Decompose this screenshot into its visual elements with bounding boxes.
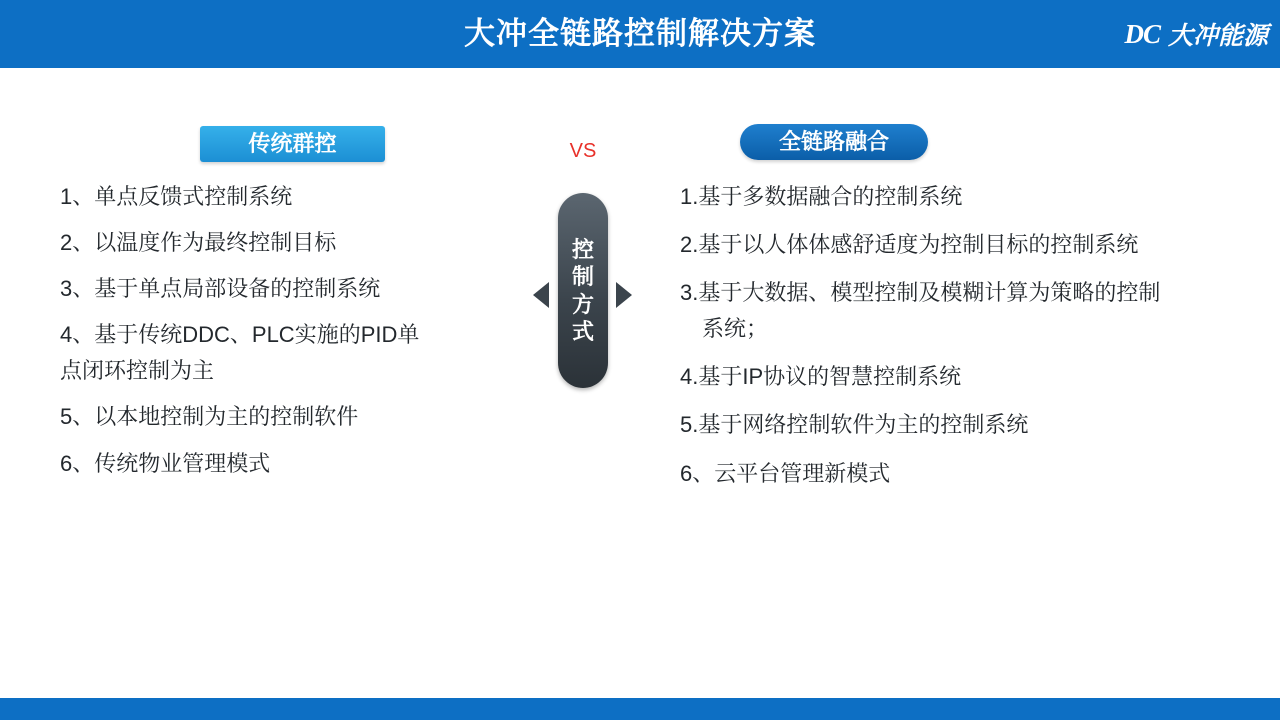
list-item: 4、基于传统DDC、PLC实施的PID单: [60, 322, 420, 348]
list-item: 1.基于多数据融合的控制系统: [680, 184, 963, 209]
left-column-heading: 传统群控: [200, 126, 385, 162]
capsule-char-1: 控: [571, 236, 594, 262]
company-logo: [1124, 14, 1268, 54]
vs-label: VS: [569, 140, 597, 162]
logo-mark: DC: [1124, 18, 1160, 49]
center-capsule: [558, 193, 608, 388]
left-column-list: [60, 180, 540, 493]
list-item-continuation: 点闭环控制为主: [60, 358, 215, 384]
arrow-right-icon: [616, 282, 632, 308]
list-item: 4.基于IP协议的智慧控制系统: [680, 364, 962, 390]
capsule-char-2: 制: [571, 264, 594, 289]
slide-header: [0, 0, 1280, 68]
list-item: 2、以温度作为最终控制目标: [60, 230, 337, 256]
right-column-list: [680, 180, 1280, 505]
logo-text: 大冲能源: [1167, 22, 1268, 50]
list-item: 6、传统物业管理模式: [60, 450, 271, 476]
capsule-char-3: 方: [571, 291, 594, 317]
list-item: 2.基于以人体体感舒适度为控制目标的控制系统: [680, 232, 1139, 258]
page-title: 大冲全链路控制解决方案: [464, 16, 816, 51]
slide-footer: [0, 698, 1280, 720]
list-item: 5.基于网络控制软件为主的控制系统: [680, 412, 1029, 438]
list-item: 3.基于大数据、模型控制及模糊计算为策略的控制: [680, 280, 1161, 306]
list-item: 6、云平台管理新模式: [680, 460, 891, 486]
list-item: 1、单点反馈式控制系统: [60, 184, 293, 209]
right-column-heading: 全链路融合: [740, 124, 928, 160]
list-item-continuation: 系统；: [702, 316, 769, 342]
list-item: 3、基于单点局部设备的控制系统: [60, 276, 381, 302]
capsule-char-4: 式: [571, 319, 594, 344]
list-item: 5、以本地控制为主的控制软件: [60, 404, 359, 430]
